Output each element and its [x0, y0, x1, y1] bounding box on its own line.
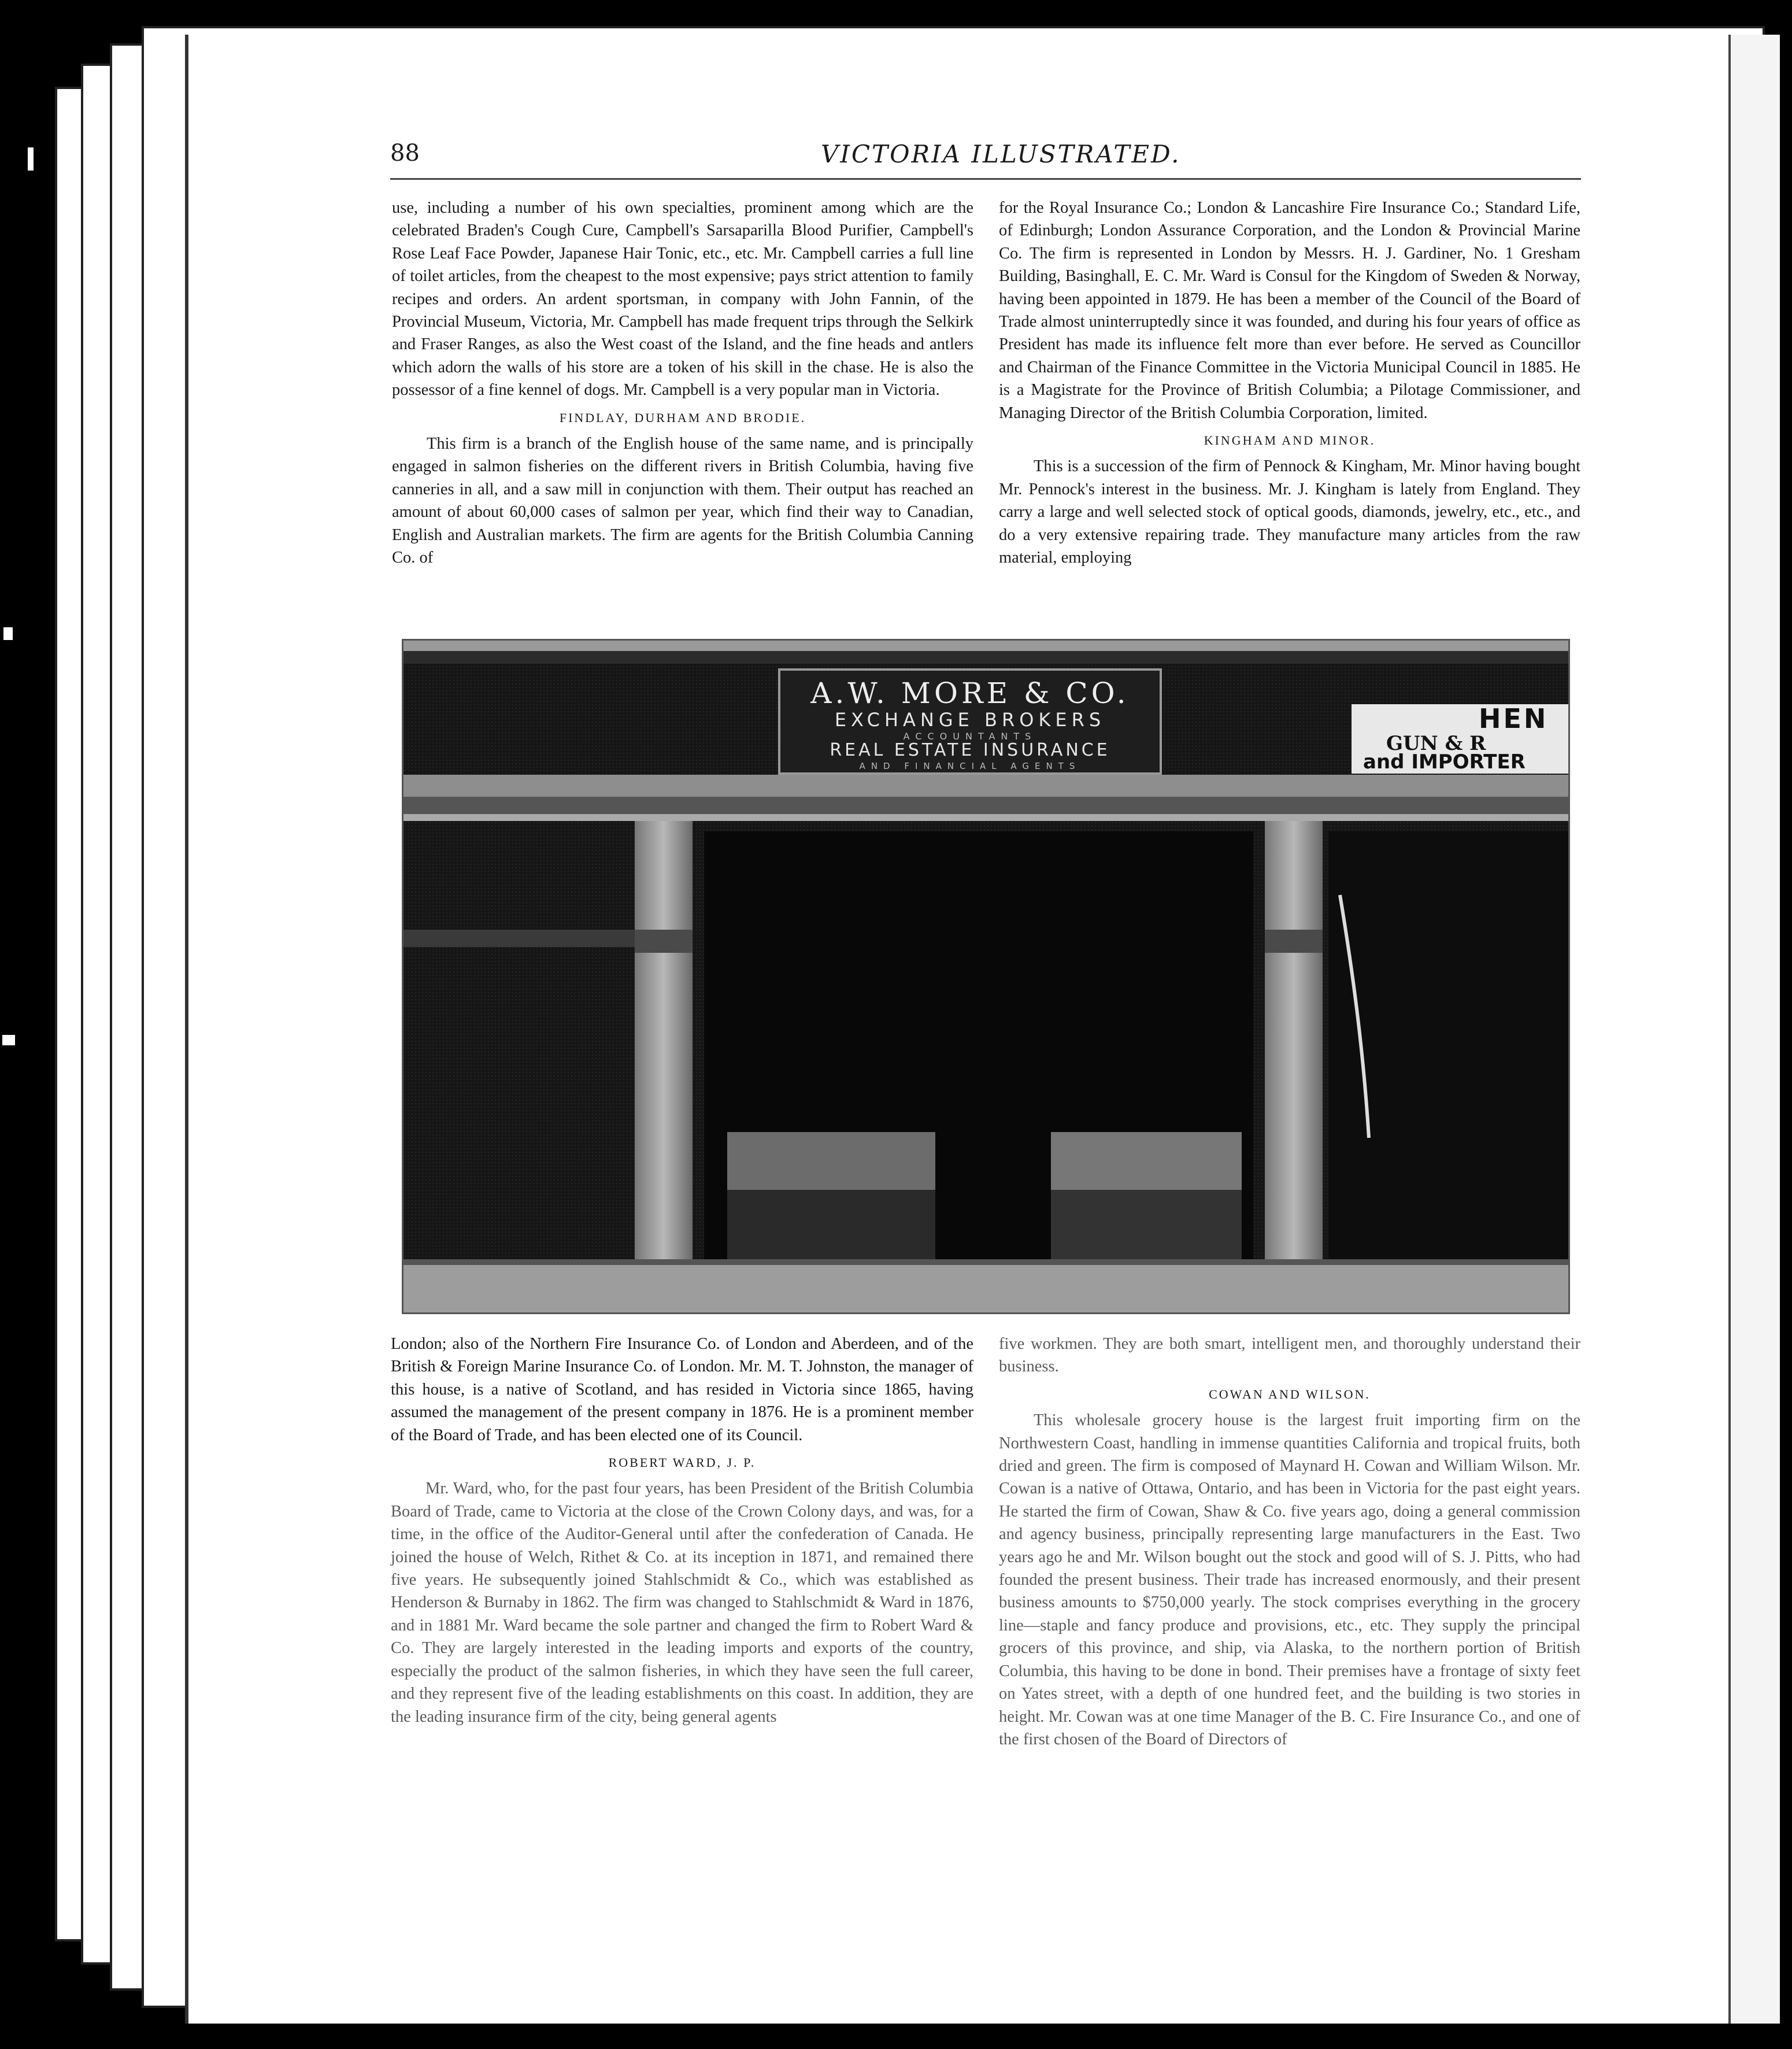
paragraph: This wholesale grocery house is the largest fruit importing firm on the Northwestern Coast, handling in immense quantities California and tropical fruits, both dried and green. The firm is composed of Maynard H. Cowan and William Wilson. Mr. Cowan is a native of Ottawa, Ontario, and has been in Victoria for the past eight years. He started the firm of Cowan, Shaw & Co. five years ago, doing a general commission and agency business, principally representing large manufacturers in the East. Two years ago he and Mr. Wilson bought out the stock and good will of S. J. Pitts, who had founded the present business. Their trade has increased enormously, and their present business amounts to $750,000 yearly. The stock comprises everything in the grocery line—staple and fancy produce and provisions, etc., etc. They supply the principal grocers of this province, and ship, via Alaska, to the northern portion of British Columbia, this having to be done in bond. Their premises have a frontage of sixty feet on Yates street, with a depth of one hundred feet, and the building is two stories in height. Mr. Cowan was at one time Manager of the B. C. Fire Insurance Co., and one of the first chosen of the Board of Directors of — [999, 1411, 1580, 1748]
column-top-left — [392, 197, 973, 569]
section-heading: KINGHAM AND MINOR. — [1204, 433, 1376, 448]
paragraph: Mr. Ward, who, for the past four years, has been President of the British Columbia Board of Trade, came to Victoria at the close of the Crown Colony days, and was, for a time, in the office of the Auditor-General until after the confederation of Canada. He joined the house of Welch, Rithet & Co. at its inception in 1871, and remained there five years. He subsequently joined Stahlschmidt & Co., which was established as Henderson & Burnaby in 1862. The firm was changed to Stahlschmidt & Ward in 1876, and in 1881 Mr. Ward became the sole partner and changed the firm to Robert Ward & Co. They are largely interested in the leading imports and exports of the country, especially the product of the salmon fisheries, in which they have seen the full career, and they represent five of the leading establishments on this coast. In addition, they are the leading insurance firm of the city, being general agents — [391, 1480, 973, 1726]
sign-line-accountants: ACCOUNTANTS — [903, 731, 1037, 742]
scan-speck — [28, 147, 34, 171]
paragraph: This firm is a branch of the English house of the same name, and is principally engaged in salmon fisheries on the different rivers in British Columbia, having five canneries in all, and a saw mill in conjunction with them. Their output has reached an amount of about 60,000 cases of salmon per year, which find their way to Canadian, English and Australian markets. The firm are agents for the British Columbia Canning Co. of — [392, 435, 973, 567]
sign-line-agents: AND FINANCIAL AGENTS — [859, 761, 1081, 771]
header-rule — [390, 178, 1581, 180]
sign-line-real-estate: REAL ESTATE INSURANCE — [830, 740, 1110, 760]
running-title: VICTORIA ILLUSTRATED. — [821, 140, 1181, 168]
right-sign-line3: and IMPORTER — [1363, 750, 1526, 774]
column-top-right — [999, 197, 1580, 569]
right-sign-line1: HEN — [1479, 703, 1549, 734]
section-heading: ROBERT WARD, J. P. — [608, 1455, 756, 1470]
sign-line-company: A.W. MORE & CO. — [810, 676, 1130, 710]
adjacent-page-edge — [1728, 35, 1780, 2024]
scan-speck — [2, 1035, 15, 1045]
section-heading: COWAN AND WILSON. — [1209, 1386, 1371, 1401]
paragraph: for the Royal Insurance Co.; London & Lancashire Fire Insurance Co.; Standard Life, of Edinburgh; London Assurance Corporation, and the London & Provincial Marine Co. The firm is represented in London by Messrs. H. J. Gardiner, No. 1 Gresham Building, Basinghall, E. C. Mr. Ward is Consul for the Kingdom of Sweden & Norway, having been appointed in 1879. He has been a member of the Council of the Board of Trade almost uninterruptedly since it was founded, and during his four years of office as President has made its influence felt more than ever before. He served as Councillor and Chairman of the Finance Committee in the Victoria Municipal Council in 1885. He is a Magistrate for the Province of British Columbia; a Pilotage Commissioner, and Managing Director of the British Columbia Corporation, limited. — [999, 199, 1580, 422]
column-bottom-right — [999, 1333, 1580, 1751]
page-number: 88 — [390, 140, 420, 167]
right-sign-line2: GUN & R — [1386, 732, 1486, 755]
storefront-photograph — [402, 639, 1570, 1314]
section-heading: FINDLAY, DURHAM AND BRODIE. — [559, 410, 806, 425]
paragraph: five workmen. They are both smart, intelligent men, and thoroughly understand their business. — [999, 1335, 1580, 1376]
paragraph: London; also of the Northern Fire Insurance Co. of London and Aberdeen, and of the British & Foreign Marine Insurance Co. of London. Mr. M. T. Johnston, the manager of this house, is a native of Scotland, and has resided in Victoria since 1865, having assumed the management of the present company in 1876. He is a prominent member of the Board of Trade, and has been elected one of its Council. — [391, 1335, 973, 1444]
paragraph: use, including a number of his own specialties, prominent among which are the celebrated Braden's Cough Cure, Campbell's Sarsaparilla Blood Purifier, Campbell's Rose Leaf Face Powder, Japanese Hair Tonic, etc., etc. Mr. Campbell carries a full line of toilet articles, from the cheapest to the most expensive; pays strict attention to family recipes and orders. An ardent sportsman, in company with John Fannin, of the Provincial Museum, Victoria, Mr. Campbell has made frequent trips through the Selkirk and Fraser Ranges, as also the West coast of the Island, and the fine heads and antlers which adorn the walls of his store are a token of his skill in the chase. He is also the possessor of a fine kennel of dogs. Mr. Campbell is a very popular man in Victoria. — [392, 199, 973, 400]
scan-speck — [3, 627, 13, 640]
column-bottom-left — [391, 1333, 973, 1728]
sign-line-brokers: EXCHANGE BROKERS — [834, 709, 1106, 731]
paragraph: This is a succession of the firm of Pennock & Kingham, Mr. Minor having bought Mr. Pennock's interest in the business. Mr. J. Kingham is lately from England. They carry a large and well selected stock of optical goods, diamonds, jewelry, etc., etc., and do a very extensive repairing trade. They manufacture many articles from the raw material, employing — [999, 457, 1580, 567]
